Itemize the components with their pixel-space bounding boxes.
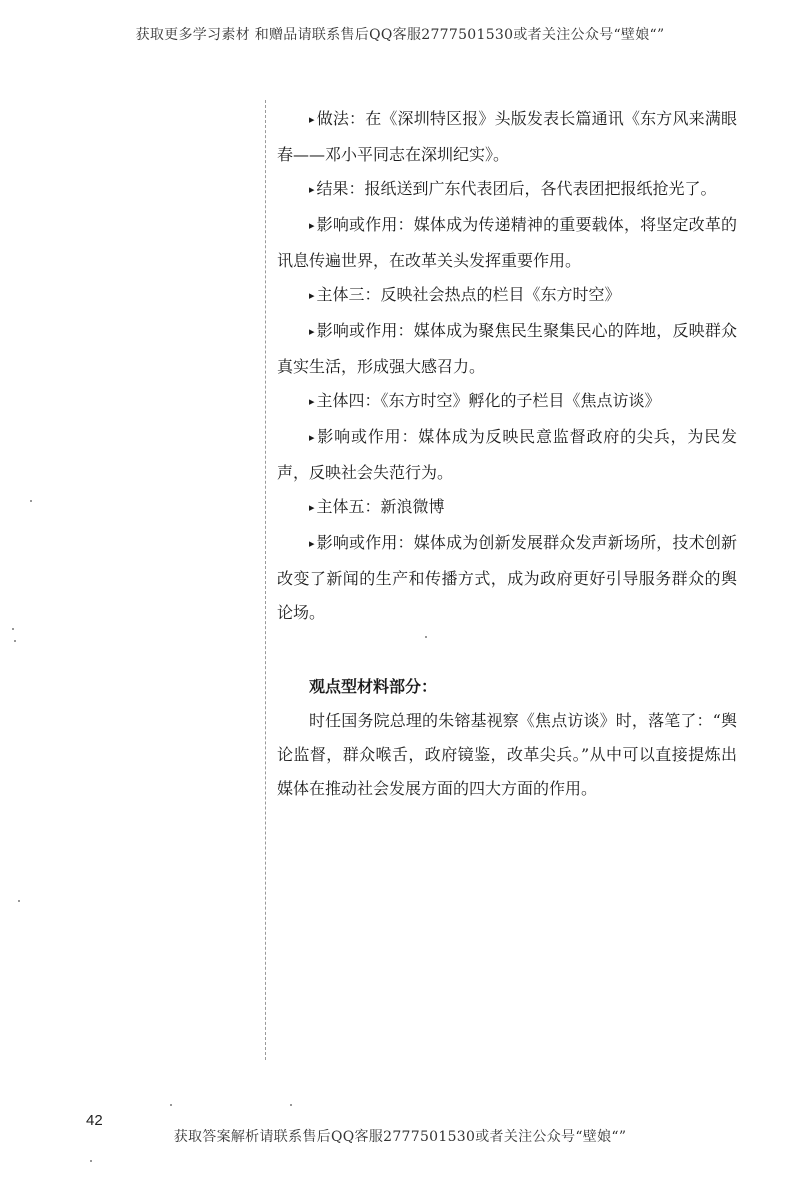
- footer-watermark-note: 获取答案解析请联系售后QQ客服2777501530或者关注公众号“壁娘“”: [173, 1129, 627, 1145]
- paragraph-subject-4: [277, 384, 737, 420]
- scan-speck: [30, 500, 32, 502]
- section-heading: 观点型材料部分：: [309, 677, 438, 696]
- scan-speck: [290, 1104, 292, 1106]
- paragraph-text: 做法：在《深圳特区报》头版发表长篇通讯《东方风来满眼春——邓小平同志在深圳纪实》。: [277, 109, 737, 164]
- bullet-icon: ▸: [309, 501, 315, 514]
- scan-speck: [425, 636, 427, 638]
- bullet-icon: ▸: [309, 395, 315, 408]
- paragraph-subject-3: [277, 278, 737, 314]
- scan-speck: [18, 900, 20, 902]
- bullet-icon: ▸: [309, 431, 315, 444]
- bullet-icon: ▸: [309, 537, 315, 550]
- paragraph-text: 结果：报纸送到广东代表团后，各代表团把报纸抢光了。: [316, 179, 717, 198]
- paragraph-impact-3: [277, 420, 737, 490]
- margin-rule: [265, 100, 266, 1060]
- header-watermark-note: 获取更多学习素材 和赠品请联系售后QQ客服2777501530或者关注公众号“壁娘“”: [135, 27, 665, 43]
- section-body: 时任国务院总理的朱镕基视察《焦点访谈》时，落笔了：“舆论监督，群众喉舌，政府镜鉴，改革尖兵。”从中可以直接提炼出媒体在推动社会发展方面的四大方面的作用。: [277, 711, 737, 798]
- paragraph-subject-5: [277, 490, 737, 526]
- paragraph-text: 主体五：新浪微博: [316, 497, 445, 516]
- scan-speck: [12, 628, 14, 630]
- paragraph-result: [277, 172, 737, 208]
- scan-speck: [170, 1104, 172, 1106]
- paragraph-text: 主体四：《东方时空》孵化的子栏目《焦点访谈》: [316, 391, 661, 410]
- paragraph-text: 影响或作用：媒体成为聚焦民生聚集民心的阵地，反映群众真实生活，形成强大感召力。: [277, 321, 737, 376]
- scan-speck: [14, 640, 16, 642]
- bullet-icon: ▸: [309, 289, 315, 302]
- paragraph-method: [277, 102, 737, 172]
- page-content: [277, 102, 737, 806]
- paragraph-impact-4: [277, 526, 737, 630]
- bullet-icon: ▸: [309, 183, 315, 196]
- paragraph-text: 影响或作用：媒体成为反映民意监督政府的尖兵，为民发声，反映社会失范行为。: [277, 427, 737, 482]
- scan-speck: [90, 1160, 92, 1162]
- paragraph-text: 主体三：反映社会热点的栏目《东方时空》: [316, 285, 621, 304]
- paragraph-impact-2: [277, 314, 737, 384]
- bullet-icon: ▸: [309, 325, 315, 338]
- bullet-icon: ▸: [309, 219, 315, 232]
- paragraph-text: 影响或作用：媒体成为传递精神的重要载体，将坚定改革的讯息传遍世界，在改革关头发挥重要作用。: [277, 215, 737, 270]
- page-number: 42: [86, 1112, 103, 1129]
- bullet-icon: ▸: [309, 113, 315, 126]
- paragraph-impact-1: [277, 208, 737, 278]
- paragraph-text: 影响或作用：媒体成为创新发展群众发声新场所，技术创新改变了新闻的生产和传播方式，成为政府更好引导服务群众的舆论场。: [277, 533, 737, 622]
